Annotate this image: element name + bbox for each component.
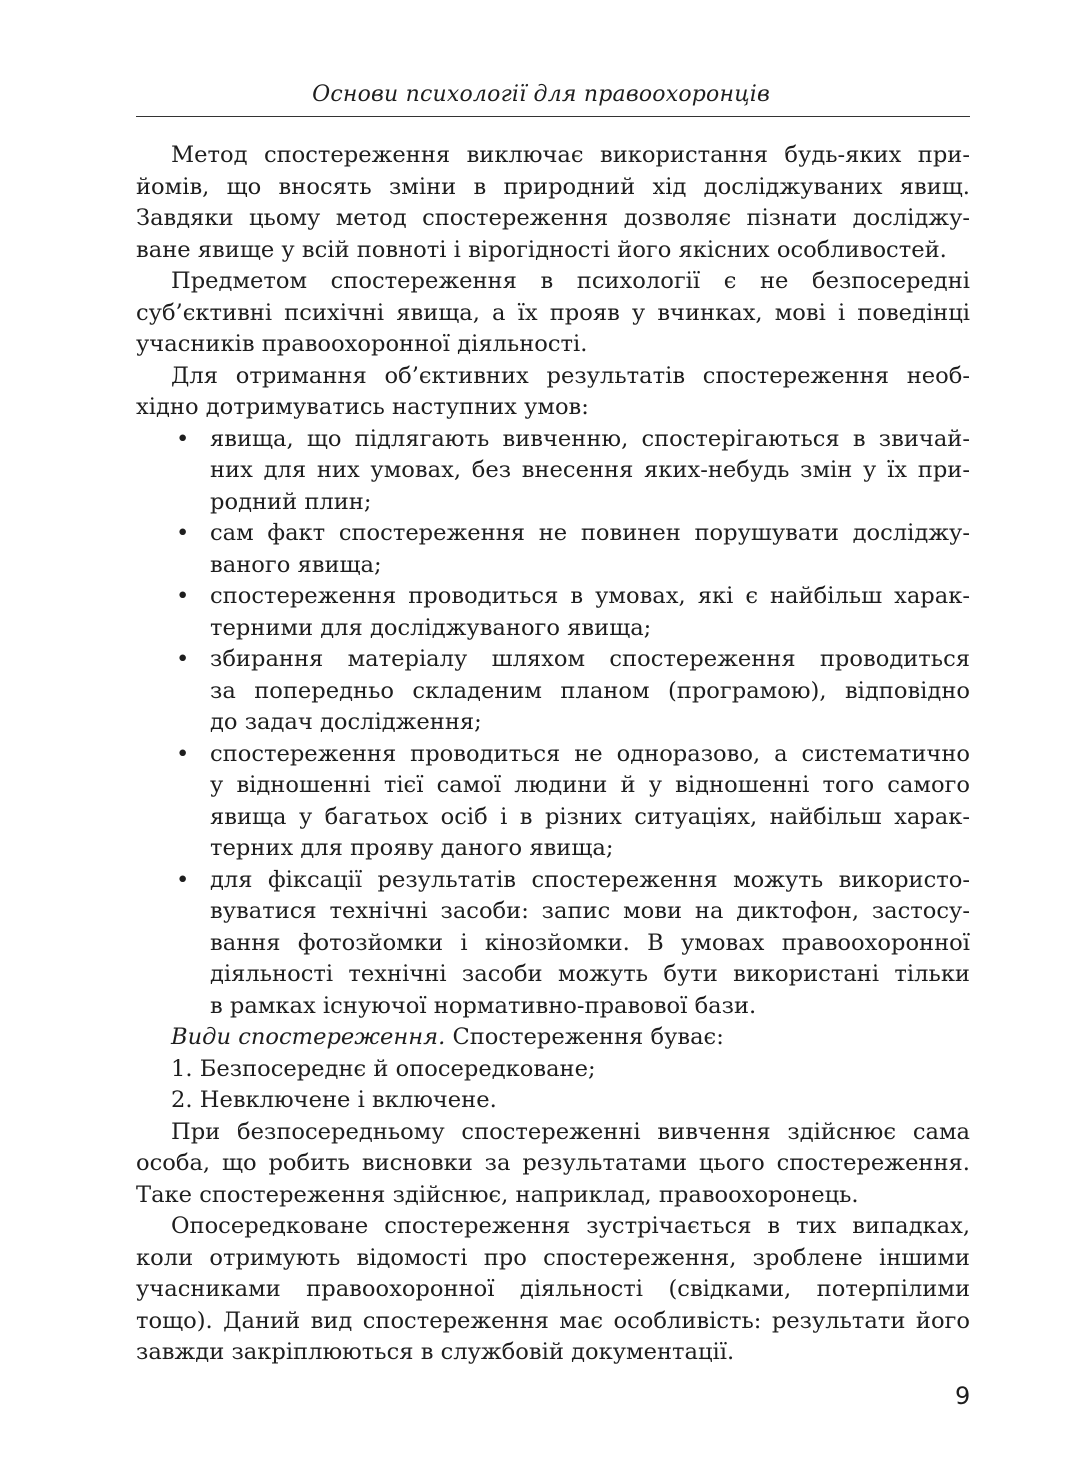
text-line: спостереження проводиться в умовах, які є найбільш харак- [210,583,970,609]
text-line: в рамках існуючої нормативно-правової бази. [210,992,757,1019]
bullet-icon: • [176,866,190,893]
text-line: ваного явища; [210,551,382,578]
text-line: коли отримують відомості про спостереження, зроблене іншими [136,1244,970,1271]
text-line: хідно дотримуватись наступних умов: [136,394,589,420]
text-line: для фіксації результатів спостереження можуть використо- [210,866,970,893]
text-line: Опосередковане спостереження зустрічається в тих випадках, [171,1213,970,1239]
text-line: у відношенні тієї самої людини й у відношенні того самого [210,772,970,798]
text-line: до задач дослідження; [210,709,482,735]
text-line: збирання матеріалу шляхом спостереження проводиться [210,646,970,672]
page-number: 9 [955,1382,971,1410]
page-body [136,140,970,1369]
paragraph-observation-subject [136,266,970,361]
list-item [136,581,970,644]
running-header-title: Основи психології для правоохоронців [312,82,770,107]
text-line: Метод спостереження виключає використання будь-яких при- [171,142,970,168]
bullet-icon: • [176,520,190,546]
text-line: При безпосередньому спостереженні вивчення здійснює сама [171,1118,970,1145]
text-line: вання фотозйомки і кінозйомки. В умовах правоохоронної [210,929,970,956]
text-line: учасників правоохоронної діяльності. [136,331,588,357]
text-line: них для них умовах, без внесення яких-небудь змін у їх при- [210,457,970,483]
text-line: завжди закріплюються в службовій документації. [136,1339,735,1365]
text-line: ване явище у всій повноті і вірогідності його якісних особливостей. [136,236,947,263]
paragraph-conditions-intro [136,361,970,424]
paragraph-observation-method [136,140,970,266]
list-item [136,644,970,739]
text-line: явища у багатьох осіб і в різних ситуаціях, найбільш харак- [210,803,970,830]
text-line: вуватися технічні засоби: запис мови на диктофон, застосу- [210,898,970,924]
bullet-icon: • [176,583,190,609]
text-line: явища, що підлягають вивченню, спостерігаються в звичай- [210,425,970,452]
observation-type-item: 2. Невключене і включене. [171,1087,497,1113]
text-line: йомів, що вносять зміни в природний хід досліджуваних явищ. [136,173,970,200]
text-line: Предметом спостереження в психології є не безпосередні [171,268,970,294]
text-line: за попередньо складеним планом (програмою), відповідно [210,677,970,704]
bullet-icon: • [176,646,190,672]
text-line: терними для досліджуваного явища; [210,614,652,641]
observation-types-heading-italic: Види спостереження. [171,1024,446,1050]
text-line: Таке спостереження здійснює, наприклад, правоохоронець. [136,1181,859,1208]
text-line: Завдяки цьому метод спостереження дозволяє пізнати досліджу- [136,205,970,231]
text-line: родний плин; [210,488,372,515]
text-line: діяльності технічні засоби можуть бути використані тільки [210,961,970,987]
text-line: особа, що робить висновки за результатами цього спостереження. [136,1150,970,1176]
text-line: суб’єктивні психічні явища, а їх прояв у вчинках, мові і поведінці [136,299,970,326]
observation-types-heading [136,1022,970,1054]
list-item [136,739,970,865]
conditions-list [136,424,970,1023]
text-line: тощо). Даний вид спостереження має особливість: результати його [136,1307,970,1334]
paragraph-direct-observation [136,1117,970,1212]
list-item [136,518,970,581]
text-line: учасниками правоохоронної діяльності (свідками, потерпілими [136,1276,970,1302]
running-header [136,76,970,117]
observation-types-heading-rest: Спостереження буває: [445,1024,724,1050]
text-line: сам факт спостереження не повинен порушувати досліджу- [210,520,970,546]
list-item [136,424,970,519]
text-line: Для отримання об’єктивних результатів спостереження необ- [171,362,970,389]
text-line: спостереження проводиться не одноразово, а систематично [210,740,970,767]
observation-type-item: 1. Безпосереднє й опосередковане; [171,1055,596,1082]
text-line: терних для прояву даного явища; [210,835,614,861]
paragraph-indirect-observation [136,1211,970,1369]
list-item [136,865,970,1023]
bullet-icon: • [176,740,190,767]
bullet-icon: • [176,425,190,452]
